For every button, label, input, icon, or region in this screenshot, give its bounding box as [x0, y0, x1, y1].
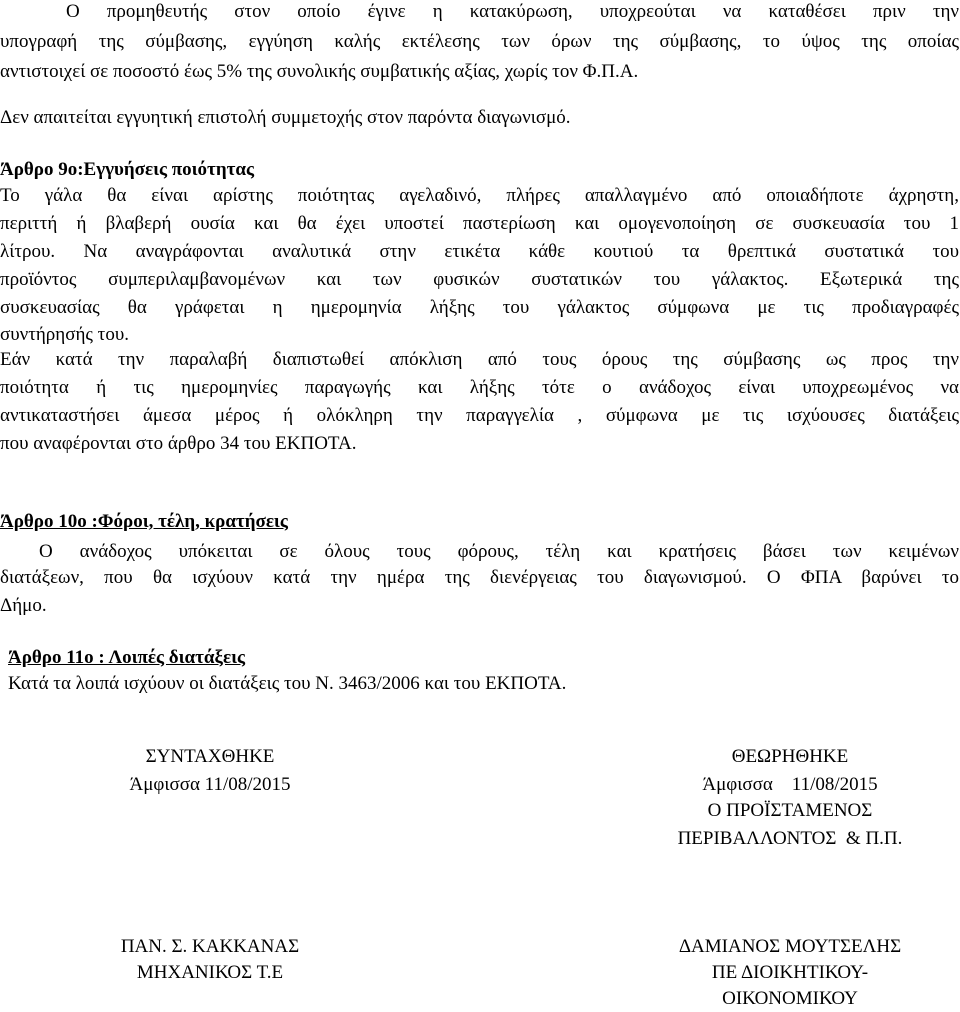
article-11-heading: Άρθρο 11ο : Λοιπές διατάξεις — [8, 647, 245, 668]
signature-left-title: ΣΥΝΤΑΧΘΗΚΕ — [145, 746, 275, 767]
article-9-line-6: συντήρησής του. — [0, 324, 129, 345]
signature-left-role: ΜΗΧΑΝΙΚΟΣ Τ.Ε — [136, 962, 284, 983]
signature-right-name: ΔΑΜΙΑΝΟΣ ΜΟΥΤΣΕΛΗΣ — [678, 936, 902, 957]
article-9-line-2: περιττή ή βλαβερή ουσία και θα έχει υποστεί παστερίωση και ομογενοποίηση σε συσκευασία του 1 — [0, 213, 959, 234]
intro-line-3: αντιστοιχεί σε ποσοστό έως 5% της συνολικής συμβατικής αξίας, χωρίς τον Φ.Π.Α. — [0, 61, 639, 82]
signature-right-role-2: ΟΙΚΟΝΟΜΙΚΟΥ — [722, 988, 858, 1009]
intro-line-2: υπογραφή της σύμβασης, εγγύηση καλής εκτέλεσης των όρων της σύμβασης, το ύψος της οποίας — [0, 31, 959, 52]
article-10-line-1: Ο ανάδοχος υπόκειται σε όλους τους φόρους, τέλη και κρατήσεις βάσει των κειμένων — [39, 541, 959, 562]
intro-line-1: Ο προμηθευτής στον οποίο έγινε η κατακύρωση, υποχρεούται να καταθέσει πριν την — [66, 1, 959, 22]
article-9-line-5: συσκευασίας θα γράφεται η ημερομηνία λήξης του γάλακτος σύμφωνα με τις προδιαγραφές — [0, 297, 959, 318]
article-10-line-3: Δήμο. — [0, 595, 47, 616]
article-9-heading: Άρθρο 9ο:Εγγυήσεις ποιότητας — [0, 159, 254, 180]
article-9-line-9: αντικαταστήσει άμεσα μέρος ή ολόκληρη την παραγγελία , σύμφωνα με τις ισχύουσες διατάξεις — [0, 405, 959, 426]
article-10-line-2: διατάξεων, που θα ισχύουν κατά την ημέρα της διενέργειας του διαγωνισμού. Ο ΦΠΑ βαρύνει το — [0, 567, 959, 588]
article-9-line-10: που αναφέρονται στο άρθρο 34 του ΕΚΠΟΤΑ. — [0, 433, 357, 454]
article-10-heading: Άρθρο 10ο :Φόροι, τέλη, κρατήσεις — [0, 511, 288, 532]
signature-right-date: Άμφισσα 11/08/2015 — [702, 774, 878, 795]
article-9-line-3: λίτρου. Να αναγράφονται αναλυτικά στην ετικέτα κάθε κουτιού τα θρεπτικά συστατικά του — [0, 241, 959, 262]
article-9-line-8: ποιότητα ή τις ημερομηνίες παραγωγής και λήξης τότε ο ανάδοχος είναι υποχρεωμένος να — [0, 377, 959, 398]
article-9-line-4: προϊόντος συμπεριλαμβανομένων και των φυσικών συστατικών του γάλακτος. Εξωτερικά της — [0, 269, 959, 290]
signature-right-role-1: ΠΕ ΔΙΟΙΚΗΤΙΚΟΥ- — [711, 962, 869, 983]
signature-right-position-2: ΠΕΡΙΒΑΛΛΟΝΤΟΣ & Π.Π. — [677, 828, 903, 849]
signature-left-name: ΠΑΝ. Σ. ΚΑΚΚΑΝΑΣ — [120, 936, 300, 957]
intro-note: Δεν απαιτείται εγγυητική επιστολή συμμετοχής στον παρόντα διαγωνισμό. — [0, 107, 571, 128]
signature-right-position-1: Ο ΠΡΟΪΣΤΑΜΕΝΟΣ — [707, 800, 873, 821]
article-11-text: Κατά τα λοιπά ισχύουν οι διατάξεις του Ν. 3463/2006 και του ΕΚΠΟΤΑ. — [8, 673, 567, 694]
signature-right-title: ΘΕΩΡΗΘΗΚΕ — [731, 746, 849, 767]
article-9-line-7: Εάν κατά την παραλαβή διαπιστωθεί απόκλιση από τους όρους της σύμβασης ως προς την — [0, 349, 959, 370]
article-9-line-1: Το γάλα θα είναι αρίστης ποιότητας αγελαδινό, πλήρες απαλλαγμένο από οποιαδήποτε άχρηστη, — [0, 185, 959, 206]
signature-left-date: Άμφισσα 11/08/2015 — [129, 774, 291, 795]
